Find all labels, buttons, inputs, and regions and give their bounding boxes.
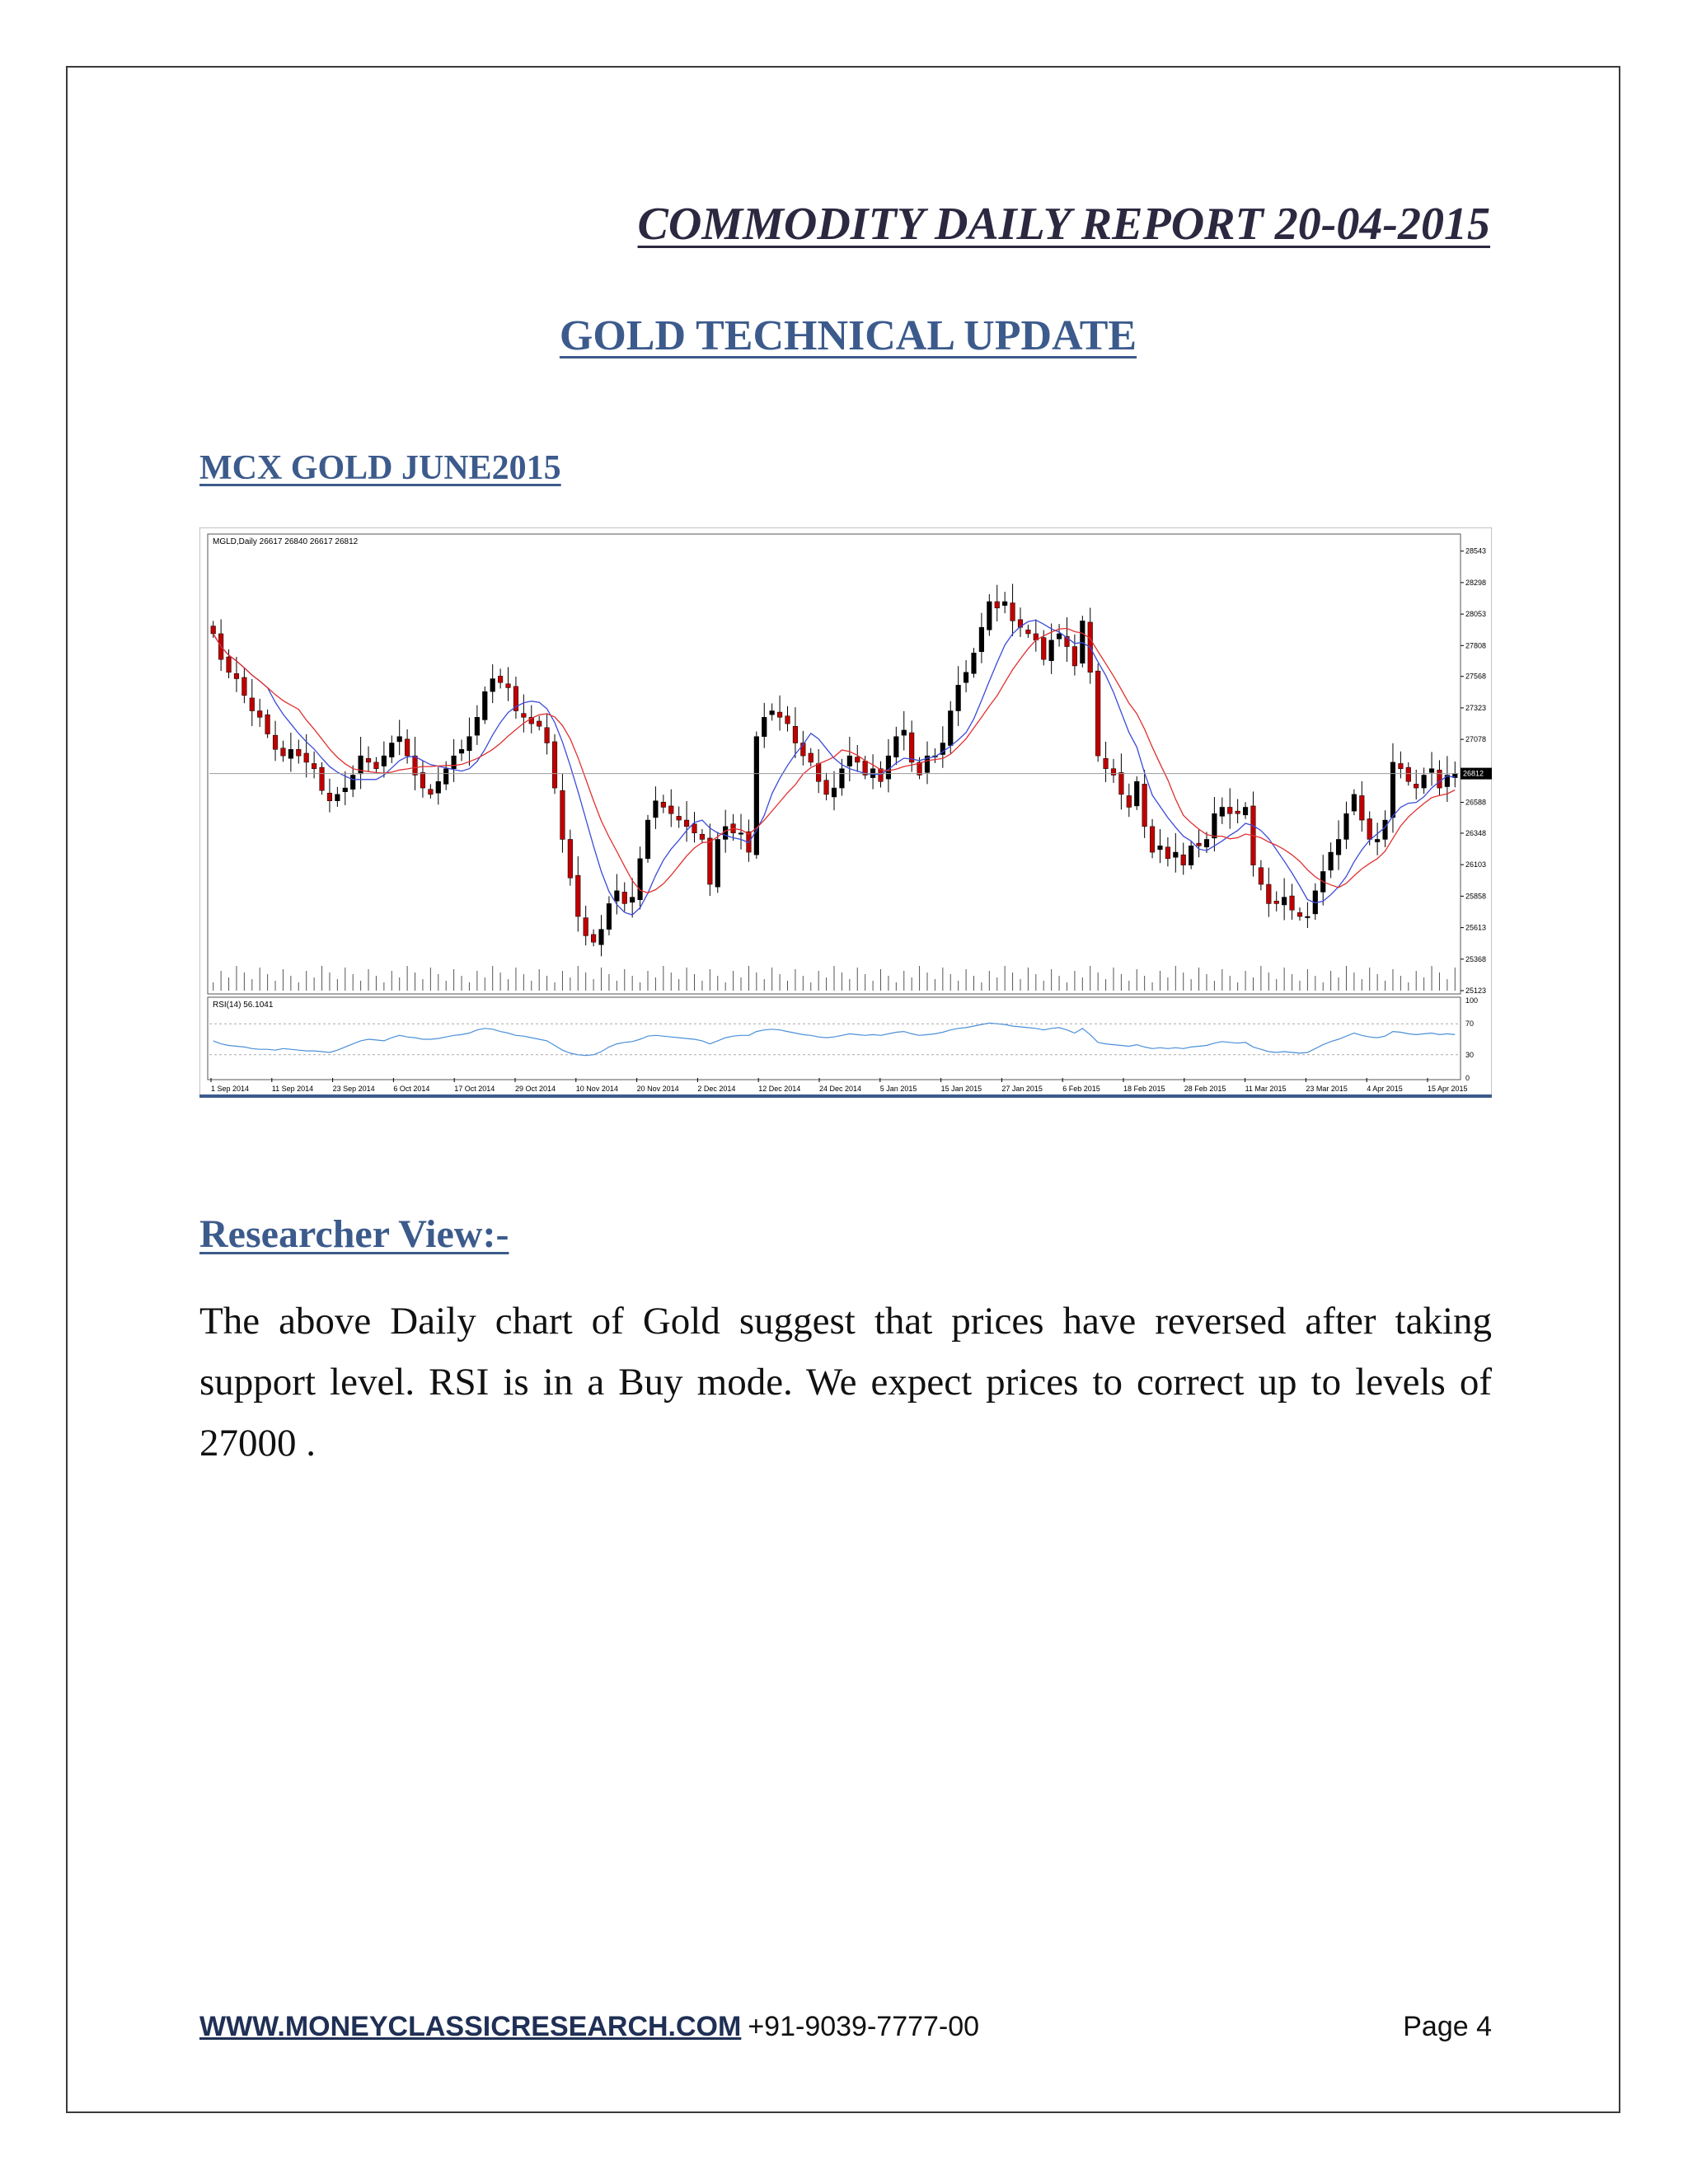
candle-body — [638, 859, 643, 900]
candle-body — [320, 767, 325, 790]
x-tick-label: 24 Dec 2014 — [819, 1085, 862, 1093]
x-tick-label: 17 Oct 2014 — [454, 1085, 495, 1093]
candle-body — [568, 839, 573, 878]
candle-body — [708, 838, 713, 884]
researcher-view-heading: Researcher View:- — [199, 1212, 509, 1256]
candle-body — [382, 756, 387, 766]
candle-body — [591, 935, 596, 942]
candle-body — [1422, 775, 1427, 788]
y-tick-label: 27078 — [1465, 735, 1487, 744]
candle-body — [1344, 813, 1349, 839]
candle-body — [1104, 758, 1109, 768]
chart-title: MGLD,Daily 26617 26840 26617 26812 — [213, 537, 359, 546]
y-tick-label: 26348 — [1465, 828, 1487, 837]
candle-body — [1212, 813, 1217, 838]
candle-body — [498, 676, 503, 682]
x-tick-label: 11 Mar 2015 — [1245, 1085, 1287, 1093]
candle-body — [762, 717, 767, 736]
candle-body — [1414, 784, 1418, 788]
candle-body — [327, 793, 332, 800]
candle-body — [350, 775, 355, 789]
y-tick-label: 25368 — [1465, 954, 1487, 963]
candle-body — [459, 749, 464, 753]
candle-body — [793, 726, 798, 743]
y-tick-label: 25123 — [1465, 987, 1487, 995]
x-tick-label: 11 Sep 2014 — [271, 1085, 314, 1093]
candle-body — [1306, 916, 1311, 918]
candle-body — [622, 892, 627, 903]
candle-body — [288, 749, 293, 758]
candle-body — [312, 763, 316, 768]
candle-body — [948, 711, 953, 746]
y-tick-label: 26103 — [1465, 860, 1487, 869]
candle-body — [1336, 839, 1341, 855]
candle-body — [964, 673, 968, 682]
candle-body — [1220, 807, 1225, 816]
candle-body — [1236, 811, 1240, 813]
candle-body — [1150, 827, 1155, 852]
x-tick-label: 20 Nov 2014 — [636, 1085, 679, 1093]
footer-website-link[interactable]: WWW.MONEYCLASSICRESEARCH.COM — [199, 2011, 742, 2042]
y-tick-label: 25858 — [1465, 892, 1487, 901]
candle-body — [1399, 763, 1404, 768]
candle-body — [840, 769, 845, 788]
x-tick-label: 29 Oct 2014 — [515, 1085, 556, 1093]
candle-body — [281, 748, 286, 756]
candle-body — [1243, 807, 1248, 814]
page-number: Page 4 — [1403, 2011, 1492, 2042]
candle-body — [879, 769, 884, 782]
candle-body — [413, 756, 418, 775]
researcher-view-body: The above Daily chart of Gold suggest that prices have reversed after taking support level. RSI is in a Buy mode. We expect prices to correct up to levels of 27000 . — [199, 1300, 1492, 1465]
candle-body — [250, 698, 255, 711]
candle-body — [1026, 630, 1031, 634]
candle-body — [715, 839, 720, 887]
candle-body — [645, 820, 650, 859]
x-tick-label: 5 Jan 2015 — [879, 1085, 917, 1093]
candle-body — [1367, 819, 1372, 840]
candle-body — [506, 684, 511, 688]
x-tick-label: 15 Jan 2015 — [940, 1085, 982, 1093]
candle-body — [1142, 784, 1147, 826]
x-tick-label: 1 Sep 2014 — [211, 1085, 250, 1093]
candle-body — [1204, 839, 1209, 846]
x-tick-label: 27 Jan 2015 — [1001, 1085, 1043, 1093]
y-tick-label: 25613 — [1465, 923, 1487, 932]
candle-body — [654, 801, 659, 818]
candle-body — [273, 735, 278, 749]
candle-body — [429, 790, 434, 794]
candle-body — [832, 788, 837, 797]
candle-body — [296, 749, 301, 756]
candle-body — [1359, 795, 1364, 820]
candle-body — [420, 772, 425, 788]
x-tick-label: 2 Dec 2014 — [697, 1085, 736, 1093]
section-heading-text: GOLD TECHNICAL UPDATE — [559, 312, 1137, 359]
candle-body — [677, 816, 682, 820]
candle-body — [816, 763, 821, 781]
chart-svg — [199, 527, 1492, 1098]
candle-body — [405, 739, 410, 756]
gold-candlestick-chart — [199, 527, 1492, 1098]
candle-body — [692, 824, 697, 833]
candle-body — [630, 898, 635, 902]
rsi-tick-label: 0 — [1465, 1074, 1470, 1082]
x-tick-label: 23 Sep 2014 — [332, 1085, 375, 1093]
candle-body — [1266, 884, 1271, 903]
report-title: COMMODITY DAILY REPORT 20-04-2015 — [637, 199, 1490, 250]
candle-body — [723, 827, 728, 840]
x-tick-label: 6 Feb 2015 — [1062, 1085, 1100, 1093]
candle-body — [1072, 647, 1077, 666]
chart-heading: MCX GOLD JUNE2015 — [199, 449, 561, 487]
candle-body — [1352, 794, 1357, 811]
candle-body — [436, 781, 441, 793]
x-tick-label: 12 Dec 2014 — [758, 1085, 801, 1093]
candle-body — [777, 712, 782, 717]
candle-body — [668, 806, 673, 813]
candle-body — [1297, 912, 1302, 916]
candle-body — [1375, 839, 1380, 841]
candle-body — [855, 757, 860, 762]
y-tick-label: 28053 — [1465, 610, 1487, 619]
candle-body — [335, 794, 340, 801]
candle-body — [1227, 807, 1232, 813]
candle-body — [979, 627, 984, 652]
candle-body — [995, 602, 1000, 608]
rsi-tick-label: 30 — [1465, 1050, 1475, 1059]
candle-body — [1437, 770, 1442, 788]
x-tick-label: 23 Mar 2015 — [1306, 1085, 1348, 1093]
candle-body — [1010, 603, 1015, 621]
x-tick-label: 28 Feb 2015 — [1184, 1085, 1226, 1093]
candle-body — [389, 743, 394, 757]
y-tick-label: 26588 — [1465, 798, 1487, 807]
candle-body — [894, 737, 899, 757]
x-tick-label: 18 Feb 2015 — [1123, 1085, 1165, 1093]
candle-body — [1181, 855, 1186, 865]
y-tick-label: 28543 — [1465, 546, 1487, 555]
footer-phone: +91-9039-7777-00 — [748, 2011, 980, 2042]
candle-body — [257, 711, 262, 718]
candle-body — [1429, 769, 1434, 773]
candle-body — [211, 626, 216, 634]
candle-body — [1282, 898, 1287, 905]
x-tick-label: 10 Nov 2014 — [575, 1085, 618, 1093]
candle-body — [599, 930, 604, 945]
y-tick-label: 27568 — [1465, 672, 1487, 681]
candle-body — [1383, 820, 1388, 839]
candle-body — [1173, 852, 1178, 857]
candle-body — [443, 769, 448, 785]
candle-body — [343, 788, 348, 792]
candle-body — [234, 673, 239, 678]
candle-body — [661, 802, 666, 807]
candle-body — [1002, 602, 1007, 606]
candle-body — [304, 753, 309, 762]
candle-body — [490, 679, 495, 692]
x-tick-label: 15 Apr 2015 — [1428, 1085, 1468, 1093]
candle-body — [1189, 846, 1193, 865]
candle-body — [1158, 846, 1163, 850]
candle-body — [972, 653, 977, 673]
rsi-label: RSI(14) 56.1041 — [213, 1001, 274, 1010]
candle-body — [770, 711, 775, 715]
candle-body — [482, 691, 487, 719]
candle-body — [1259, 868, 1264, 884]
candle-body — [1049, 640, 1054, 661]
section-heading — [0, 312, 1688, 360]
candle-body — [1290, 896, 1295, 910]
chart-underline — [199, 1094, 1492, 1098]
candle-body — [475, 717, 480, 735]
candle-body — [824, 780, 829, 794]
candle-body — [684, 820, 689, 827]
candle-body — [467, 737, 472, 751]
candle-body — [1390, 762, 1395, 818]
candle-body — [1197, 843, 1202, 846]
candle-body — [1329, 852, 1334, 870]
candle-body — [987, 602, 992, 630]
candle-body — [397, 737, 402, 742]
x-tick-label: 4 Apr 2015 — [1367, 1085, 1403, 1093]
candle-body — [545, 728, 550, 743]
candle-body — [522, 714, 527, 718]
candle-body — [452, 756, 457, 769]
candle-body — [242, 677, 247, 696]
candle-body — [584, 918, 588, 936]
candle-body — [1165, 847, 1170, 859]
candle-body — [902, 730, 907, 735]
candle-body — [886, 756, 891, 779]
y-tick-label: 27808 — [1465, 641, 1487, 650]
candle-body — [754, 737, 759, 855]
candle-body — [909, 733, 914, 762]
candle-body — [700, 834, 705, 839]
candle-body — [809, 753, 814, 762]
current-price-label: 26812 — [1463, 769, 1484, 778]
rsi-tick-label: 70 — [1465, 1019, 1475, 1029]
footer — [199, 2011, 1492, 2052]
candle-body — [374, 762, 379, 769]
candle-body — [738, 833, 743, 835]
candle-body — [1041, 638, 1046, 660]
rsi-panel-frame — [208, 997, 1461, 1080]
candle-body — [1095, 671, 1100, 756]
candle-body — [956, 685, 961, 710]
candle-body — [1274, 901, 1279, 903]
rsi-tick-label: 100 — [1465, 996, 1479, 1005]
candle-body — [560, 790, 565, 839]
candle-body — [1406, 767, 1411, 781]
candle-body — [1111, 769, 1116, 776]
candle-body — [1127, 795, 1132, 807]
x-tick-label: 6 Oct 2014 — [393, 1085, 430, 1093]
candle-body — [227, 657, 232, 673]
candle-body — [785, 716, 790, 724]
candle-body — [847, 756, 852, 766]
candle-body — [537, 721, 542, 726]
candle-body — [607, 903, 612, 929]
candle-body — [366, 758, 371, 762]
candle-body — [615, 891, 620, 901]
candle-body — [1119, 772, 1124, 794]
candle-body — [1134, 781, 1139, 806]
candle-body — [265, 715, 270, 733]
candle-body — [552, 742, 557, 788]
y-tick-label: 28298 — [1465, 578, 1487, 587]
candle-body — [575, 875, 580, 916]
y-tick-label: 27323 — [1465, 703, 1487, 712]
candle-body — [1057, 634, 1062, 639]
